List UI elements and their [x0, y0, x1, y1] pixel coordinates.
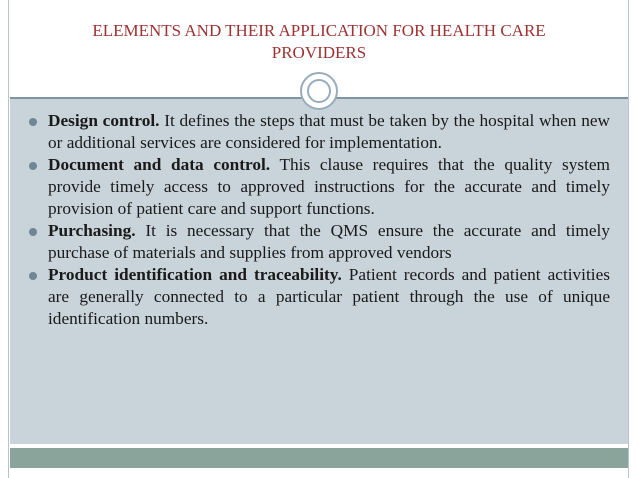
- bullet-term: Design control.: [48, 111, 160, 130]
- left-rule: [8, 0, 9, 478]
- circle-ornament-inner: [307, 79, 331, 103]
- bullet-term: Purchasing.: [48, 221, 136, 240]
- bullet-text: This clause requires that the quality system provide timely access to approved instructions for the accurate and timely provision of patient care and support functions.: [48, 155, 611, 218]
- bullet-text: Patient records and patient activities are generally connected to a particular patient through the use of unique identification numbers.: [48, 265, 610, 328]
- bullet-item-document-control: [26, 154, 610, 220]
- bullet-text: It defines the steps that must be taken by the hospital when new or additional services are considered for implementation.: [48, 111, 610, 152]
- bullet-dot-icon: [29, 162, 37, 170]
- footer-band: [10, 448, 628, 468]
- bullet-item-purchasing: [26, 220, 610, 264]
- bullet-dot-icon: [29, 272, 37, 280]
- bullet-item-product-identification: [26, 264, 610, 330]
- title-line-1: ELEMENTS AND THEIR APPLICATION FOR HEALTH CARE: [92, 21, 546, 40]
- title-line-2: PROVIDERS: [271, 43, 367, 62]
- bullet-list: [26, 110, 610, 330]
- bullet-term: Product identification and traceability.: [48, 265, 342, 284]
- circle-ornament-icon: [300, 72, 338, 110]
- bullet-text: It is necessary that the QMS ensure the accurate and timely purchase of materials and supplies from approved vendors: [48, 221, 610, 262]
- bullet-item-design-control: [26, 110, 610, 154]
- right-rule: [628, 0, 629, 478]
- bullet-dot-icon: [29, 228, 37, 236]
- bullet-dot-icon: [29, 118, 37, 126]
- bullet-term: Document and data control.: [48, 155, 271, 174]
